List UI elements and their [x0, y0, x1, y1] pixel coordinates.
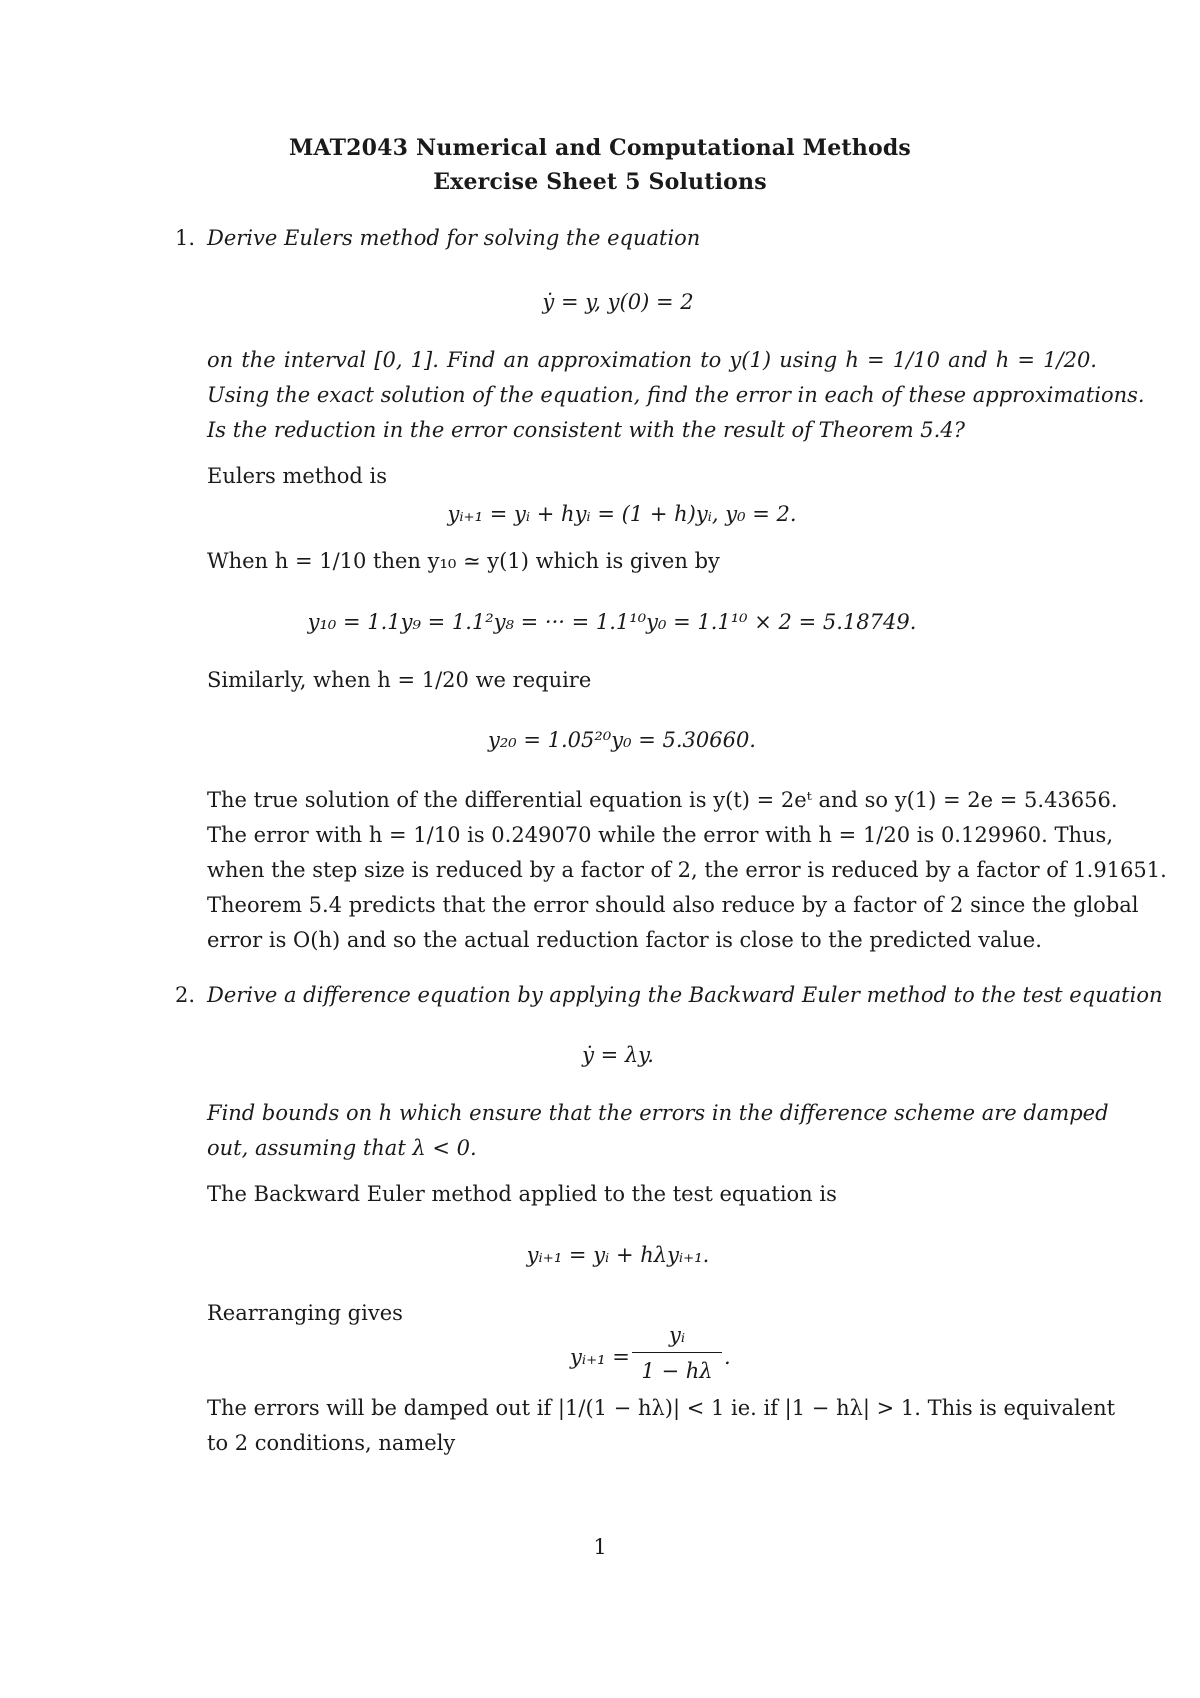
problem-1-question-line-2: on the interval [0, 1]. Find an approximation to y(1) using h = 1/10 and h = 1/20.: [207, 348, 1097, 372]
problem-1-answer-equation-3: y₂₀ = 1.05²⁰y₀ = 5.30660.: [488, 728, 756, 752]
fraction-period: .: [724, 1345, 731, 1369]
problem-1-answer-paragraph-line: The true solution of the differential equation is y(t) = 2eᵗ and so y(1) = 2e = 5.43656.: [207, 788, 1118, 812]
problem-1-answer-equation-2: y₁₀ = 1.1y₉ = 1.1²y₈ = ··· = 1.1¹⁰y₀ = 1.1¹⁰ × 2 = 5.18749.: [307, 610, 917, 634]
problem-1-answer-paragraph-line: Theorem 5.4 predicts that the error should also reduce by a factor of 2 since the global: [207, 893, 1139, 917]
problem-1-answer-line-2: When h = 1/10 then y₁₀ ≃ y(1) which is given by: [207, 549, 720, 573]
problem-2-number: 2.: [175, 983, 196, 1007]
problem-1-question-line-4: Is the reduction in the error consistent with the result of Theorem 5.4?: [207, 418, 965, 442]
problem-1-answer-paragraph-line: error is O(h) and so the actual reduction factor is close to the predicted value.: [207, 928, 1042, 952]
problem-1-answer-line-3: Similarly, when h = 1/20 we require: [207, 668, 592, 692]
problem-1-answer-equation-1: yᵢ₊₁ = yᵢ + hyᵢ = (1 + h)yᵢ, y₀ = 2.: [447, 502, 797, 526]
problem-2-question-line-3: out, assuming that λ < 0.: [207, 1136, 477, 1160]
fraction-bar: [632, 1352, 722, 1353]
problem-2-question-line-2: Find bounds on h which ensure that the errors in the difference scheme are damped: [207, 1101, 1109, 1125]
problem-2-question-equation: ẏ = λy.: [582, 1043, 654, 1067]
problem-2-answer-line-4: to 2 conditions, namely: [207, 1431, 456, 1455]
problem-1-number: 1.: [175, 226, 196, 250]
fraction-denominator: 1 − hλ: [641, 1359, 713, 1383]
problem-2-answer-line-3: The errors will be damped out if |1/(1 − hλ)| < 1 ie. if |1 − hλ| > 1. This is equivalent: [207, 1396, 1116, 1420]
fraction-lhs: yᵢ₊₁ =: [570, 1345, 630, 1369]
document-subtitle: Exercise Sheet 5 Solutions: [433, 169, 767, 195]
problem-1-question-equation: ẏ = y, y(0) = 2: [542, 290, 694, 314]
problem-1-answer-paragraph-line: The error with h = 1/10 is 0.249070 while the error with h = 1/20 is 0.129960. Thus,: [207, 823, 1114, 847]
document-title: MAT2043 Numerical and Computational Methods: [288, 135, 912, 161]
problem-1-answer-line-1: Eulers method is: [207, 464, 388, 488]
problem-2-fraction-equation: [570, 1325, 730, 1395]
problem-1-question-line-3: Using the exact solution of the equation, find the error in each of these approximations.: [207, 383, 1145, 407]
fraction-numerator: yᵢ: [668, 1323, 686, 1347]
page-number: 1: [593, 1535, 607, 1559]
problem-1-question-line-1: Derive Eulers method for solving the equation: [207, 226, 701, 250]
problem-1-answer-paragraph-line: when the step size is reduced by a factor of 2, the error is reduced by a factor of 1.91651.: [207, 858, 1167, 882]
problem-2-question-line-1: Derive a difference equation by applying the Backward Euler method to the test equation: [207, 983, 1163, 1007]
problem-2-answer-line-2: Rearranging gives: [207, 1301, 403, 1325]
problem-2-answer-line-1: The Backward Euler method applied to the test equation is: [207, 1182, 837, 1206]
problem-2-answer-equation-1: yᵢ₊₁ = yᵢ + hλyᵢ₊₁.: [526, 1243, 710, 1267]
